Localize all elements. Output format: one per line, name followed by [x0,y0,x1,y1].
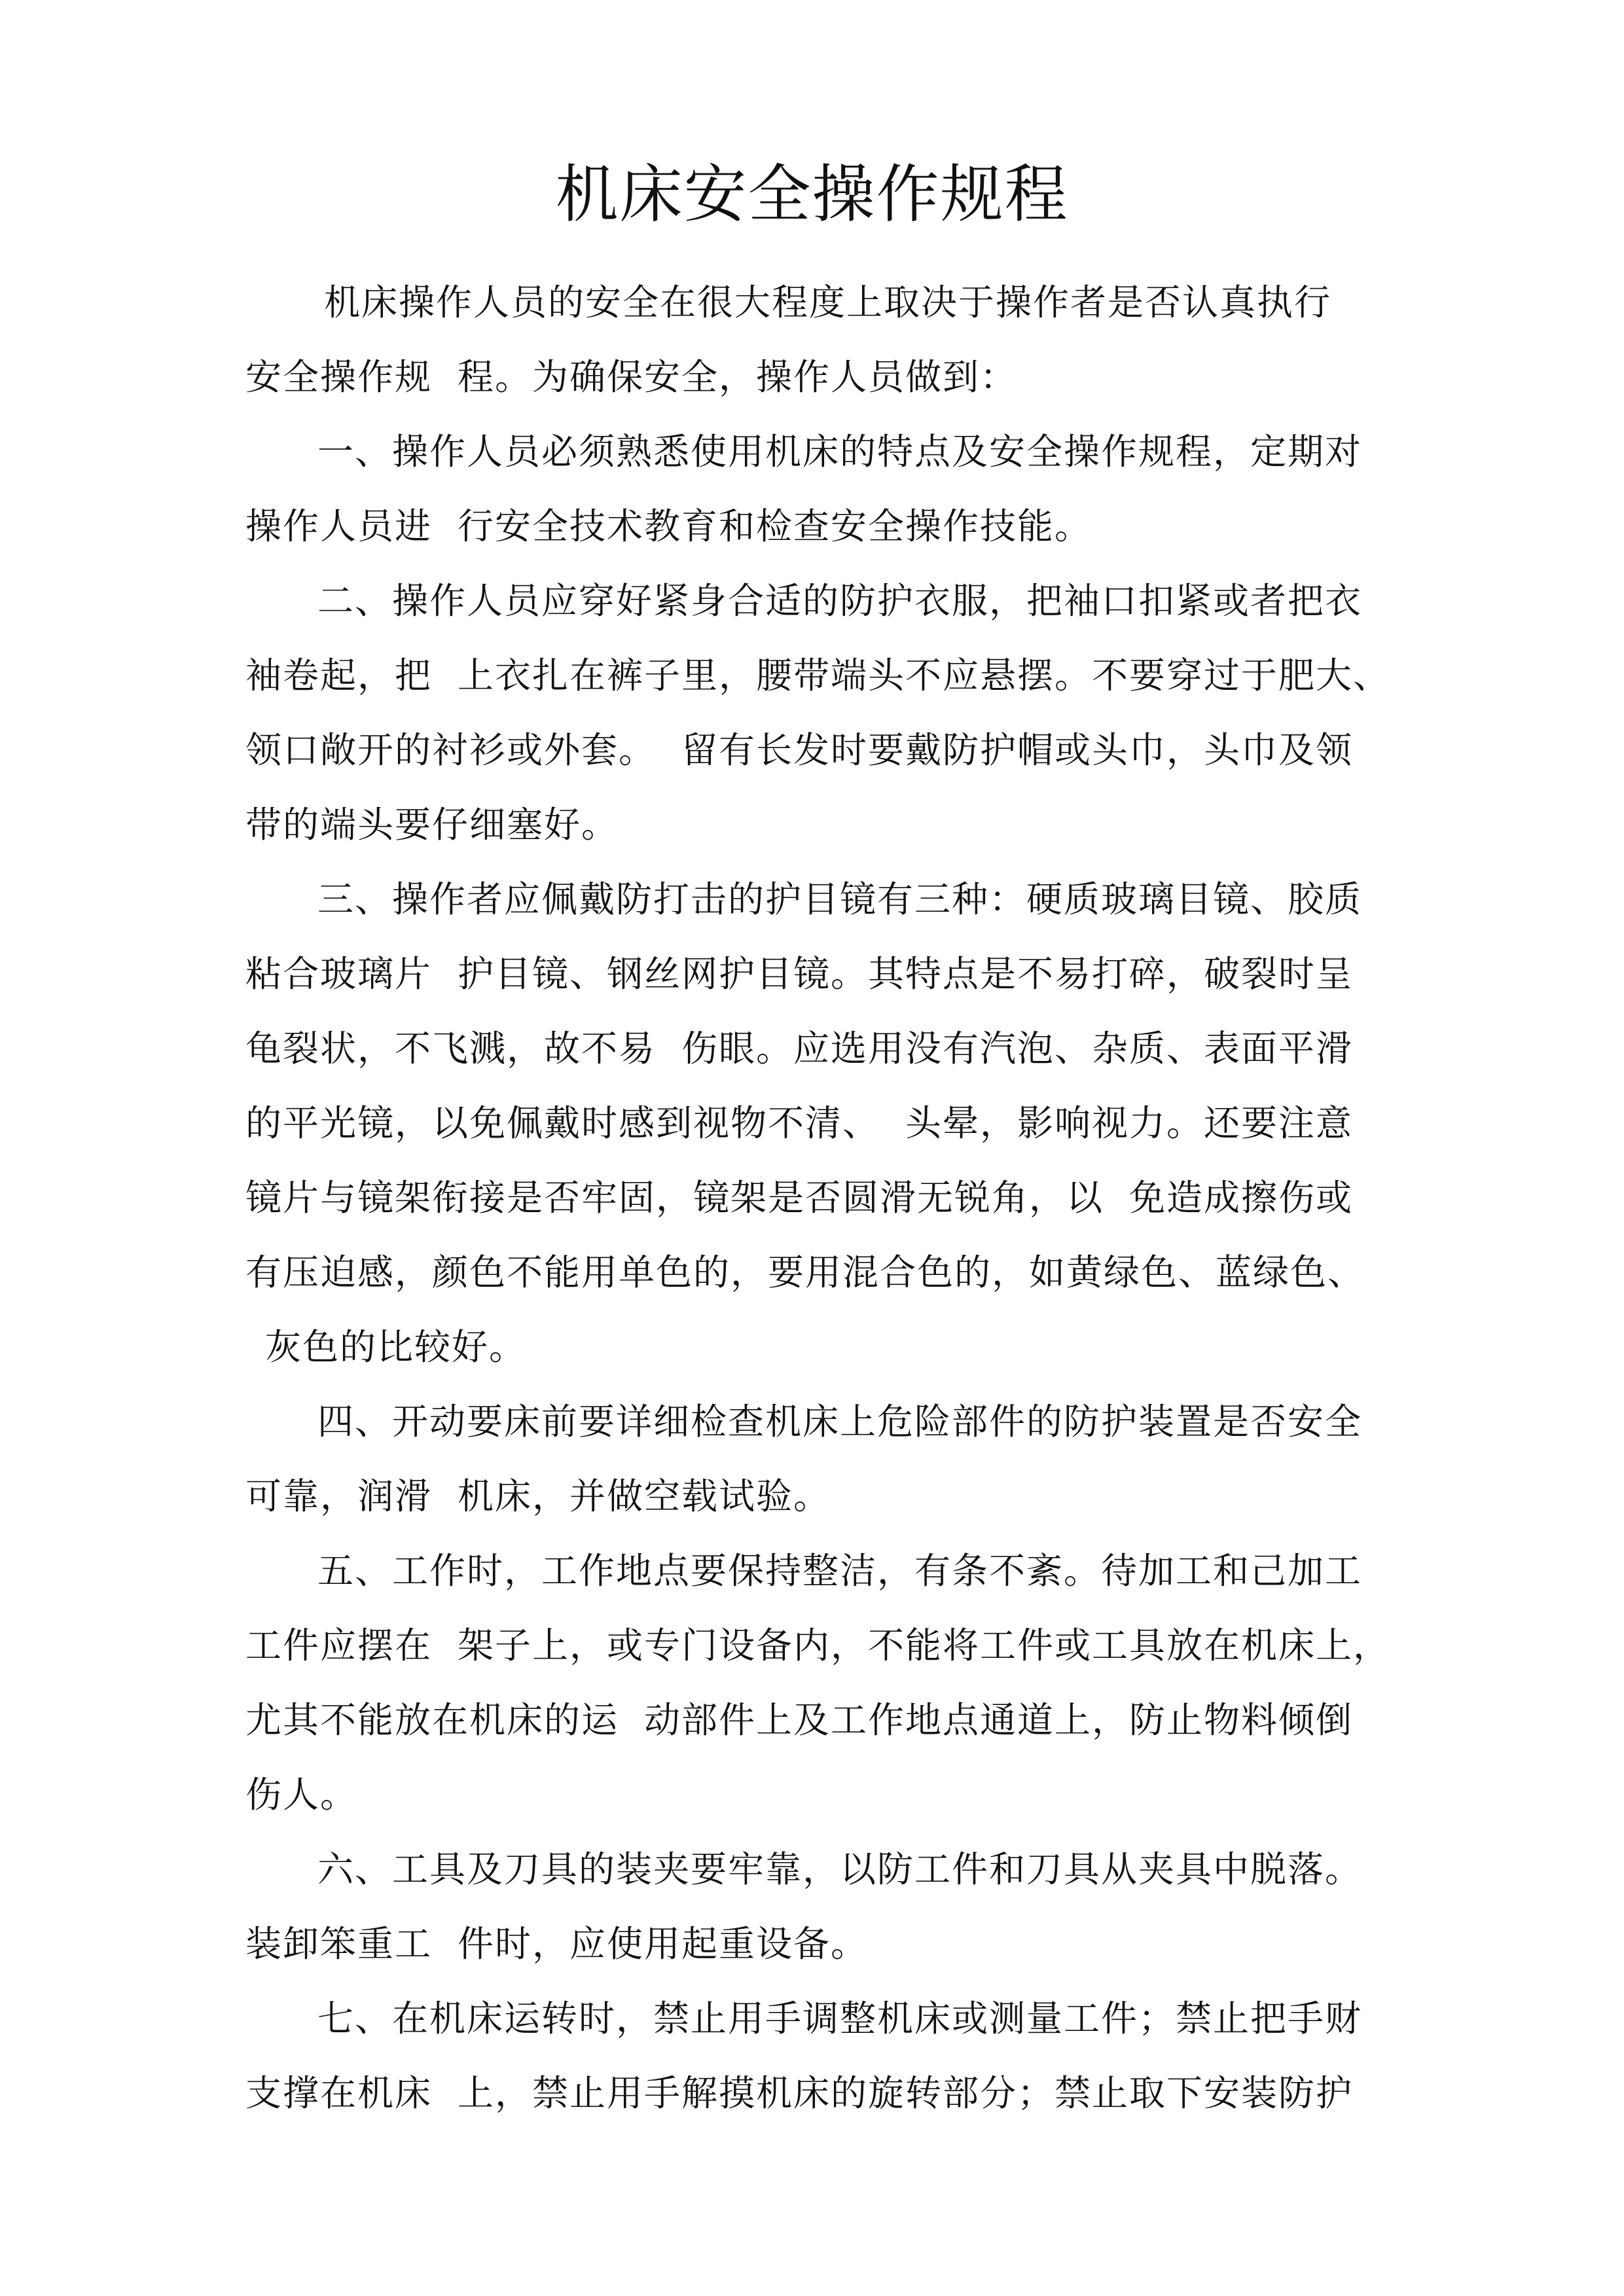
clause-5-line-2: 工件应摆在 架子上，或专门设备内，不能将工件或工具放在机床上， [245,1624,1390,1666]
intro-line-1: 机床操作人员的安全在很大程度上取决于操作者是否认真执行 [324,281,1332,323]
clause-5-line-4: 伤人。 [245,1774,358,1816]
clause-3-line-7: 灰色的比较好。 [265,1326,527,1368]
clause-3-line-3: 龟裂状，不飞溅，故不易 伤眼。应选用没有汽泡、杂质、表面平滑 [245,1028,1353,1069]
clause-3-line-2: 粘合玻璃片 护目镜、钢丝网护目镜。其特点是不易打碎，破裂时呈 [245,953,1353,995]
clause-7-line-1: 七、在机床运转时，禁止用手调整机床或测量工件；禁止把手财 [317,1998,1363,2039]
clause-1-line-2: 操作人员进 行安全技术教育和检查安全操作技能。 [245,505,1092,547]
clause-3-line-1: 三、操作者应佩戴防打击的护目镜有三种：硬质玻璃目镜、胶质 [317,878,1363,920]
clause-2-line-2: 袖卷起，把 上衣扎在裤子里，腰带端头不应悬摆。不要穿过于肥大、 [245,655,1390,696]
clause-7-line-2: 支撑在机床 上，禁止用手解摸机床的旋转部分；禁止取下安装防护 [245,2072,1353,2114]
intro-line-2: 安全操作规 程。为确保安全，操作人员做到： [245,356,1017,398]
clause-5-line-3: 尤其不能放在机床的运 动部件上及工作地点通道上，防止物料倾倒 [245,1699,1353,1741]
clause-6-line-2: 装卸笨重工 件时，应使用起重设备。 [245,1923,868,1965]
clause-3-line-4: 的平光镜，以免佩戴时感到视物不清、 头晕，影响视力。还要注意 [245,1102,1353,1144]
clause-1-line-1: 一、操作人员必须熟悉使用机床的特点及安全操作规程，定期对 [317,431,1363,473]
document-body [245,265,1404,2130]
clause-3-line-5: 镜片与镜架衔接是否牢固，镜架是否圆滑无锐角，以 免造成擦伤或 [245,1177,1353,1219]
clause-3-line-6: 有压迫感，颜色不能用单色的，要用混合色的，如黄绿色、蓝绿色、 [245,1251,1365,1293]
clause-6-line-1: 六、工具及刀具的装夹要牢靠，以防工件和刀具从夹具中脱落。 [317,1848,1363,1890]
clause-2-line-3: 领口敞开的衬衫或外套。 留有长发时要戴防护帽或头巾，头巾及领 [245,729,1353,771]
clause-4-line-1: 四、开动要床前要详细检查机床上危险部件的防护装置是否安全 [317,1401,1363,1443]
document-title: 机床安全操作规程 [555,158,1069,231]
clause-2-line-1: 二、操作人员应穿好紧身合适的防护衣服，把袖口扣紧或者把衣 [317,580,1363,622]
clause-5-line-1: 五、工作时，工作地点要保持整洁，有条不紊。待加工和己加工 [317,1550,1363,1592]
clause-2-line-4: 带的端头要仔细塞好。 [245,804,619,846]
clause-4-line-2: 可靠，润滑 机床，并做空载试验。 [245,1475,831,1517]
